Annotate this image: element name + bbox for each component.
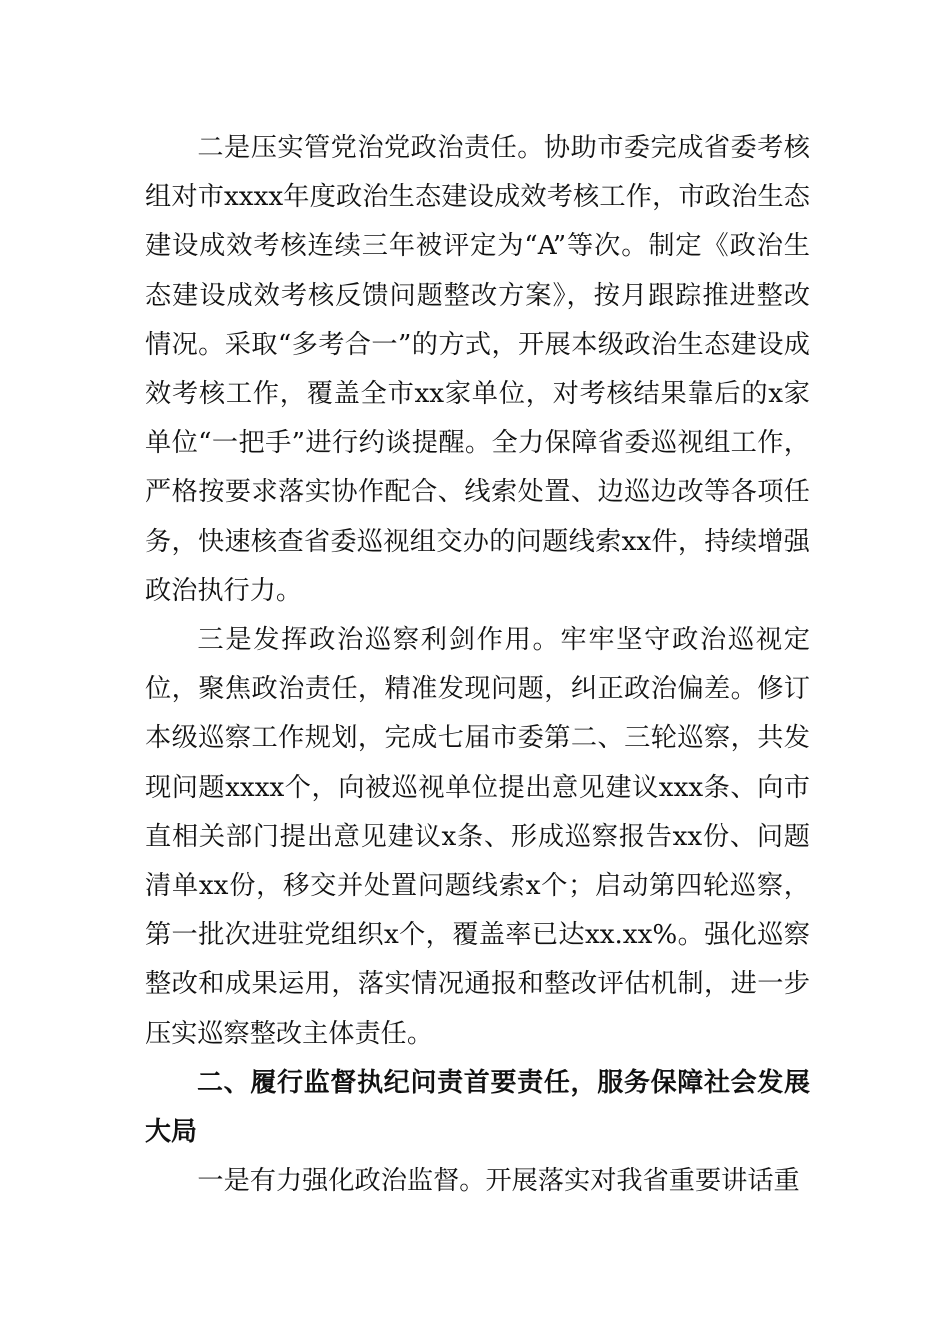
document-body — [145, 124, 810, 1206]
section-heading-supervision: 二、履行监督执纪问责首要责任，服务保障社会发展大局 — [145, 1067, 810, 1148]
paragraph-political-responsibility: 二是压实管党治党政治责任。协助市委完成省委考核组对市xxxx年度政治生态建设成效考核工作，市政治生态建设成效考核连续三年被评定为“A”等次。制定《政治生态建设成效考核反馈问题整改方案》，按月跟踪推进整改情况。采取“多考合一”的方式，开展本级政治生态建设成效考核工作，覆盖全市xx家单位，对考核结果靠后的x家单位“一把手”进行约谈提醒。全力保障省委巡视组工作，严格按要求落实协作配合、线索处置、边巡边改等各项任务，快速核查省委巡视组交办的问题线索xx件，持续增强政治执行力。 — [145, 133, 810, 606]
paragraph-political-supervision: 一是有力强化政治监督。开展落实对我省重要讲话重 — [197, 1166, 800, 1197]
paragraph-political-inspection: 三是发挥政治巡察利剑作用。牢牢坚守政治巡视定位，聚焦政治责任，精准发现问题，纠正政治偏差。修订本级巡察工作规划，完成七届市委第二、三轮巡察，共发现问题xxxx个，向被巡视单位提出意见建议xxx条、向市直相关部门提出意见建议x条、形成巡察报告xx份、问题清单xx份，移交并处置问题线索x个；启动第四轮巡察，第一批次进驻党组织x个，覆盖率已达xx.xx%。强化巡察整改和成果运用，落实情况通报和整改评估机制，进一步压实巡察整改主体责任。 — [145, 625, 810, 1049]
